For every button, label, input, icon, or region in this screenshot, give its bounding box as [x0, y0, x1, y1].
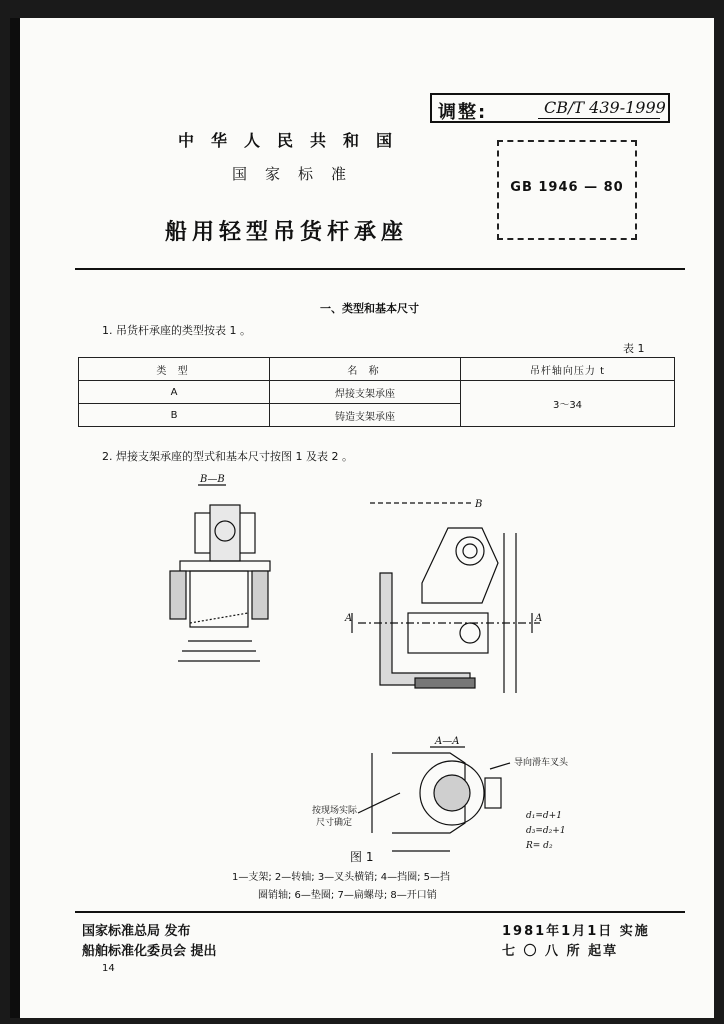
section-aa-label: A—A	[435, 736, 460, 747]
table-cell-name: 铸造支架承座	[270, 404, 461, 427]
guide-note: 导向滑车叉头	[514, 758, 569, 768]
proposer: 船舶标准化委员会 提出	[82, 944, 217, 959]
formula-1: d₁=d+1	[526, 811, 562, 821]
clause-2: 2. 焊接支架承座的型式和基本尺寸按图 1 及表 2 。	[102, 450, 353, 463]
issuer: 国家标准总局 发布	[82, 924, 191, 939]
table-cell-type: A	[79, 381, 270, 404]
legend-line-1: 1—支架; 2—转轴; 3—叉头横销; 4—挡圈; 5—挡	[232, 872, 451, 883]
section-heading: 一、类型和基本尺寸	[320, 302, 419, 315]
table-caption: 表 1	[623, 342, 645, 355]
table-row	[79, 381, 675, 404]
section-aa-view	[312, 736, 569, 851]
table-cell-pressure: 3～34	[461, 381, 675, 427]
standard-code-box	[497, 140, 637, 240]
main-elevation-view	[344, 499, 542, 693]
table-cell-name: 焊接支架承座	[270, 381, 461, 404]
document-page	[10, 18, 714, 1018]
type-table	[78, 357, 675, 427]
table-cell-type: B	[79, 404, 270, 427]
legend-line-2: 圈销轴; 6—垫圈; 7—扁螺母; 8—开口销	[258, 890, 437, 901]
formula-2: d₃=d₂+1	[526, 826, 566, 836]
adjustment-underline	[538, 118, 660, 119]
svg-text:B: B	[475, 499, 483, 510]
technical-drawing	[20, 473, 724, 851]
table-header-name: 名 称	[270, 358, 461, 381]
adjustment-stamp	[430, 93, 670, 123]
svg-text:A: A	[535, 613, 543, 624]
figure-caption: 图 1	[350, 850, 374, 864]
section-bb-label: B—B	[200, 474, 225, 485]
national-standard-label: 国家标准	[232, 165, 365, 183]
effective-date: 1981年1月1日 实施	[502, 924, 650, 939]
drafter: 七 〇 八 所 起草	[502, 944, 619, 959]
clause-1: 1. 吊货杆承座的类型按表 1 。	[102, 324, 251, 337]
adjustment-label: 调整:	[438, 102, 488, 123]
svg-text:A: A	[345, 613, 353, 624]
document-title: 船用轻型吊货杆承座	[165, 220, 409, 245]
table-header-pressure: 吊杆轴向压力 t	[461, 358, 675, 381]
formula-3: R= d₂	[526, 841, 553, 851]
section-bb-view	[170, 474, 270, 661]
table-header-type: 类 型	[79, 358, 270, 381]
country-heading: 中华人民共和国	[178, 131, 410, 150]
table-header-row	[79, 358, 675, 381]
footer-rule	[75, 911, 685, 913]
header-rule	[75, 268, 685, 270]
standard-code: GB 1946 — 80	[510, 180, 624, 195]
page-number: 14	[102, 963, 115, 974]
site-note-line1: 按现场实际	[312, 806, 358, 816]
site-note-line2: 尺寸确定	[316, 818, 353, 828]
adjustment-value: CB/T 439-1999	[544, 98, 666, 117]
